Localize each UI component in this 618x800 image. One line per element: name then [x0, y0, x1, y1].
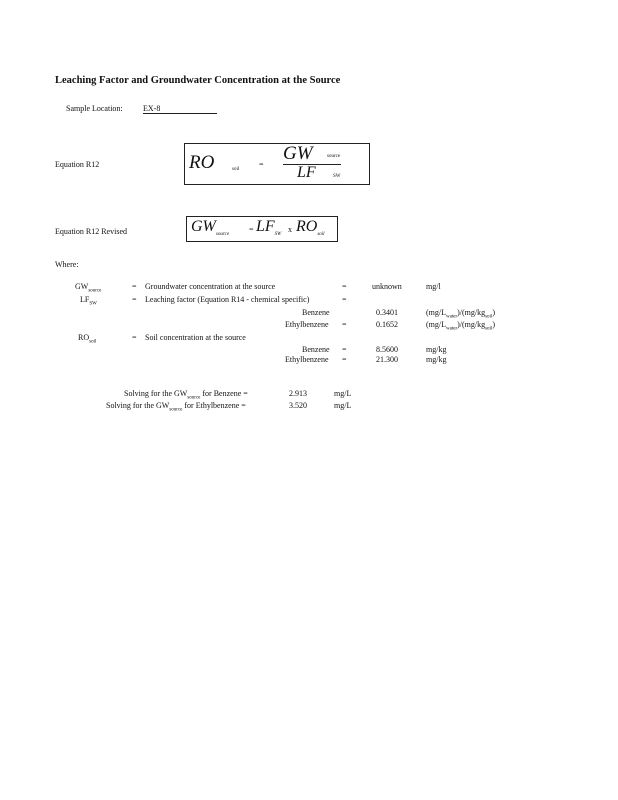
sample-location-value: EX-8 — [143, 104, 217, 114]
ro-ethylbenzene-value: 21.300 — [376, 355, 398, 364]
gw-equals: = — [132, 282, 137, 291]
equation-r12-denominator: LF — [297, 164, 316, 181]
ro-ethylbenzene-unit: mg/kg — [426, 355, 447, 364]
lf-benzene-unit: $(mg/L_{water})/(mg/kg_{soil})$ — [426, 308, 496, 320]
result-ethylbenzene-text: Solving for the $GW_{source}$ for Ethylbenzene = — [106, 401, 246, 413]
equation-r12-numerator: GW — [283, 143, 313, 164]
equation-revised-times: x — [288, 225, 292, 234]
ro-symbol: $RO_{soil}$ — [78, 333, 97, 345]
equation-r12-lhs-sub: soil — [232, 167, 240, 172]
lf-ethylbenzene-name: Ethylbenzene — [285, 320, 329, 329]
lf-description: Leaching factor (Equation R14 - chemical specific) — [145, 295, 310, 304]
ro-benzene-unit: mg/kg — [426, 345, 447, 354]
page-title: Leaching Factor and Groundwater Concentration at the Source — [55, 75, 341, 86]
equation-revised-lf: $LF_{SW}$ — [256, 218, 282, 238]
ro-description: Soil concentration at the source — [145, 333, 246, 342]
lf-ethylbenzene-value: 0.1652 — [376, 320, 398, 329]
lf-equals-2: = — [342, 295, 347, 304]
lf-benzene-value: 0.3401 — [376, 308, 398, 317]
result-benzene-value: 2.913 — [289, 389, 307, 398]
ro-benzene-equals: = — [342, 345, 347, 354]
equation-revised-ro: $RO_{soil}$ — [296, 218, 325, 238]
equation-revised-equals: = — [249, 225, 254, 234]
result-benzene-unit: mg/L — [334, 389, 352, 398]
gw-value: unknown — [372, 282, 402, 291]
gw-description: Groundwater concentration at the source — [145, 282, 276, 291]
lf-equals: = — [132, 295, 137, 304]
result-ethylbenzene-value: 3.520 — [289, 401, 307, 410]
ro-benzene-name: Benzene — [302, 345, 330, 354]
equation-r12-equals: = — [259, 160, 264, 169]
equation-r12-lhs: RO — [189, 152, 215, 173]
lf-ethylbenzene-equals: = — [342, 320, 347, 329]
ro-benzene-value: 8.5600 — [376, 345, 398, 354]
lf-symbol: $LF_{SW}$ — [80, 295, 97, 307]
ro-equals: = — [132, 333, 137, 342]
result-benzene-text: Solving for the $GW_{source}$ for Benzene = — [124, 389, 248, 401]
equation-revised-gw: $GW_{source}$ — [191, 218, 230, 238]
where-label: Where: — [55, 260, 79, 269]
equation-r12-den-sub: SW — [333, 174, 341, 179]
equation-r12-revised-label: Equation R12 Revised — [55, 227, 127, 236]
equation-r12-num-sub: source — [327, 154, 341, 159]
ro-ethylbenzene-name: Ethylbenzene — [285, 355, 329, 364]
gw-unit: mg/l — [426, 282, 441, 291]
result-ethylbenzene-unit: mg/L — [334, 401, 352, 410]
equation-r12-label: Equation R12 — [55, 160, 100, 169]
lf-ethylbenzene-unit: $(mg/L_{water})/(mg/kg_{soil})$ — [426, 320, 496, 332]
gw-equals-2: = — [342, 282, 347, 291]
lf-benzene-name: Benzene — [302, 308, 330, 317]
gw-symbol: $GW_{source}$ — [75, 282, 102, 294]
ro-ethylbenzene-equals: = — [342, 355, 347, 364]
sample-location-label: Sample Location: — [66, 104, 123, 113]
